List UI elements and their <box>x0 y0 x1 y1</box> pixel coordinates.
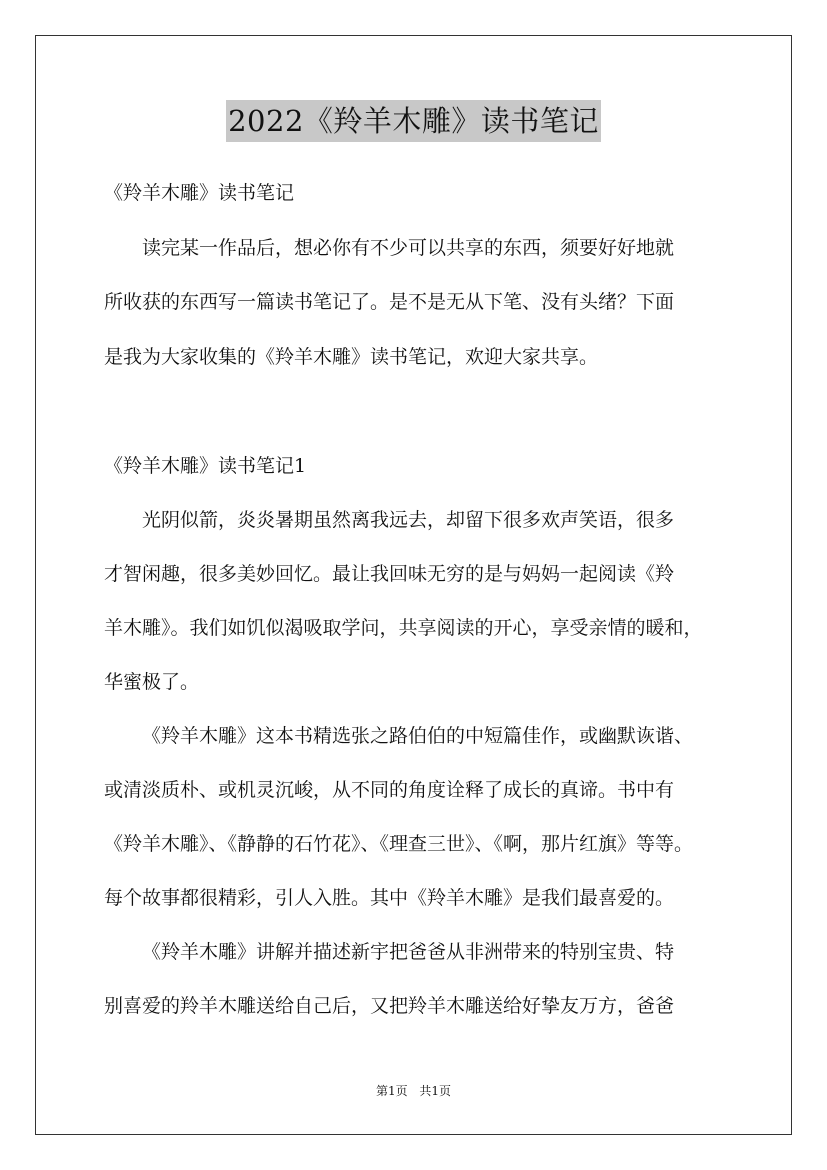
paragraph-line: 或清淡质朴、或机灵沉峻，从不同的角度诠释了成长的真谛。书中有 <box>104 779 675 801</box>
paragraph-line: 羊木雕》。我们如饥似渴吸取学问，共享阅读的开心，享受亲情的暖和， <box>104 617 703 639</box>
page-total: 共1页 <box>419 1084 452 1098</box>
paragraph-line: 别喜爱的羚羊木雕送给自己后，又把羚羊木雕送给好挚友万方，爸爸 <box>104 995 675 1017</box>
paragraph-line: 《羚羊木雕》、《静静的石竹花》、《理查三世》、《啊，那片红旗》等等。 <box>104 833 694 855</box>
paragraph-line: 是我为大家收集的《羚羊木雕》读书笔记，欢迎大家共享。 <box>104 346 599 368</box>
paragraph-line: 读完某一作品后，想必你有不少可以共享的东西，须要好好地就 <box>142 237 675 259</box>
paragraph-line: 每个故事都很精彩，引人入胜。其中《羚羊木雕》是我们最喜爱的。 <box>104 887 675 909</box>
paragraph-line: 华蜜极了。 <box>104 671 200 693</box>
paragraph-line: 《羚羊木雕》讲解并描述新宇把爸爸从非洲带来的特别宝贵、特 <box>142 941 675 963</box>
page-footer <box>0 1083 827 1099</box>
paragraph-line: 《羚羊木雕》这本书精选张之路伯伯的中短篇佳作，或幽默诙谐、 <box>142 725 694 747</box>
paragraph-line: 所收获的东西写一篇读书笔记了。是不是无从下笔、没有头绪？下面 <box>104 291 675 313</box>
page-number: 第1页 <box>375 1084 408 1098</box>
section-heading: 《羚羊木雕》读书笔记1 <box>104 455 307 477</box>
paragraph-line: 才智闲趣，很多美妙回忆。最让我回味无穷的是与妈妈一起阅读《羚 <box>104 563 675 585</box>
paragraph-line: 光阴似箭，炎炎暑期虽然离我远去，却留下很多欢声笑语，很多 <box>142 509 675 531</box>
intro-heading: 《羚羊木雕》读书笔记 <box>104 182 295 204</box>
document-title: 2022《羚羊木雕》读书笔记 <box>226 100 601 142</box>
title-wrap <box>0 100 827 142</box>
